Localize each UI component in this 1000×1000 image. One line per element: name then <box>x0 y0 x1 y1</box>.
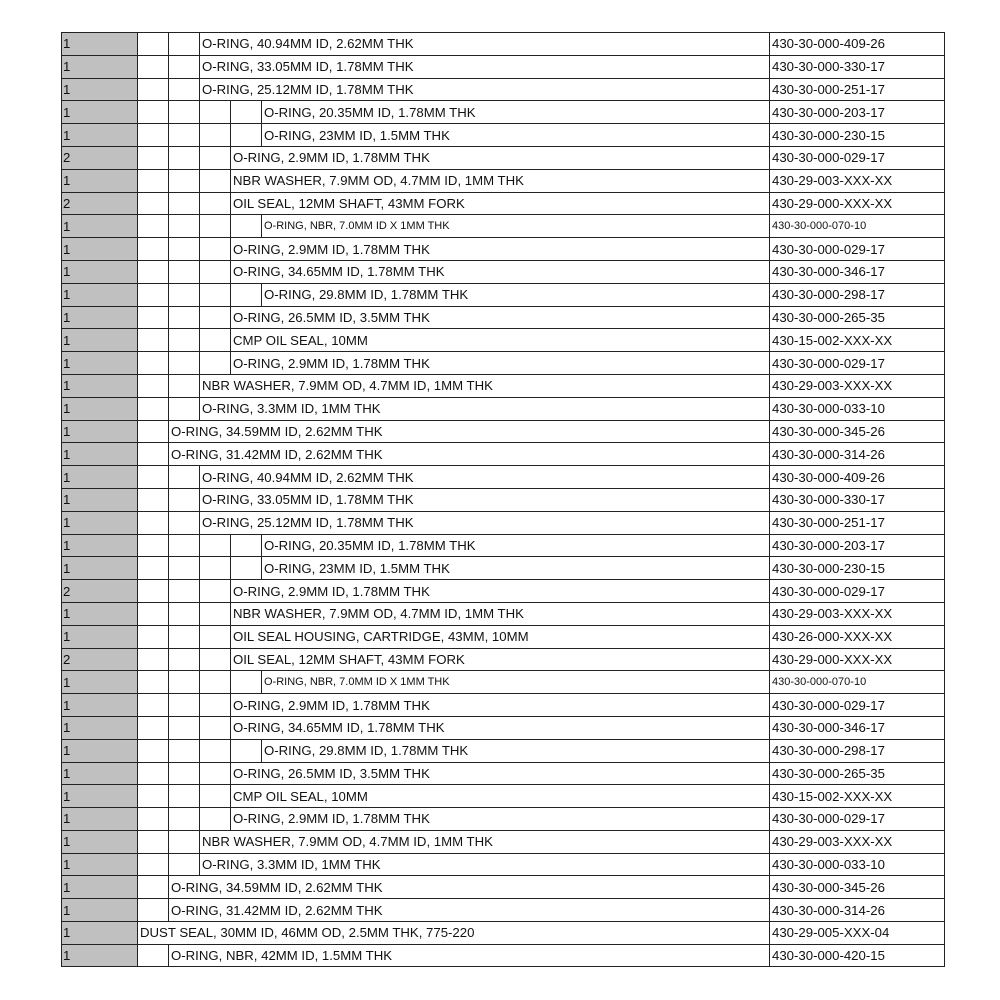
qty-cell[interactable]: 1 <box>61 626 137 648</box>
level-indent-cell[interactable] <box>199 193 230 215</box>
level-indent-cell[interactable] <box>137 56 168 78</box>
table-row <box>61 123 945 146</box>
level-indent-cell[interactable] <box>168 717 199 739</box>
level-indent-cell[interactable] <box>168 603 199 625</box>
level-indent-cell[interactable] <box>168 763 199 785</box>
level-indent-cell[interactable] <box>199 284 230 306</box>
description-cell[interactable]: O-RING, NBR, 42MM ID, 1.5MM THK <box>168 945 769 966</box>
part-number-cell[interactable]: 430-29-000-XXX-XX <box>769 649 945 671</box>
level-indent-cell[interactable] <box>137 831 168 853</box>
level-indent-cell[interactable] <box>137 694 168 716</box>
table-row <box>61 921 945 944</box>
description-cell[interactable]: O-RING, 2.9MM ID, 1.78MM THK <box>230 808 769 830</box>
level-indent-cell[interactable] <box>137 443 168 465</box>
qty-cell[interactable]: 1 <box>61 238 137 260</box>
table-row <box>61 465 945 488</box>
level-indent-cell[interactable] <box>168 466 199 488</box>
part-number-cell[interactable]: 430-30-000-265-35 <box>769 307 945 329</box>
description-cell[interactable]: O-RING, 2.9MM ID, 1.78MM THK <box>230 238 769 260</box>
table-row <box>61 602 945 625</box>
qty-cell[interactable]: 1 <box>61 215 137 237</box>
part-number-cell[interactable]: 430-30-000-230-15 <box>769 124 945 146</box>
table-row <box>61 944 945 967</box>
table-row <box>61 556 945 579</box>
table-row <box>61 78 945 101</box>
level-indent-cell[interactable] <box>168 101 199 123</box>
qty-cell[interactable]: 1 <box>61 79 137 101</box>
table-row <box>61 442 945 465</box>
level-indent-cell[interactable] <box>137 284 168 306</box>
description-cell[interactable]: O-RING, 2.9MM ID, 1.78MM THK <box>230 694 769 716</box>
level-indent-cell[interactable] <box>230 101 261 123</box>
level-indent-cell[interactable] <box>230 124 261 146</box>
description-cell[interactable]: O-RING, 31.42MM ID, 2.62MM THK <box>168 899 769 921</box>
level-indent-cell[interactable] <box>137 421 168 443</box>
part-number-cell[interactable]: 430-15-002-XXX-XX <box>769 329 945 351</box>
part-number-cell[interactable]: 430-29-003-XXX-XX <box>769 170 945 192</box>
description-cell[interactable]: O-RING, NBR, 7.0MM ID X 1MM THK <box>261 671 769 693</box>
description-cell[interactable]: CMP OIL SEAL, 10MM <box>230 785 769 807</box>
level-indent-cell[interactable] <box>199 785 230 807</box>
description-cell[interactable]: OIL SEAL HOUSING, CARTRIDGE, 43MM, 10MM <box>230 626 769 648</box>
description-cell[interactable]: O-RING, 25.12MM ID, 1.78MM THK <box>199 512 769 534</box>
level-indent-cell[interactable] <box>199 124 230 146</box>
description-cell[interactable]: DUST SEAL, 30MM ID, 46MM OD, 2.5MM THK, 775-220 <box>137 922 769 944</box>
part-number-cell[interactable]: 430-30-000-330-17 <box>769 56 945 78</box>
level-indent-cell[interactable] <box>137 671 168 693</box>
level-indent-cell[interactable] <box>168 33 199 55</box>
level-indent-cell[interactable] <box>168 352 199 374</box>
level-indent-cell[interactable] <box>137 808 168 830</box>
qty-cell[interactable]: 2 <box>61 649 137 671</box>
qty-cell[interactable]: 1 <box>61 284 137 306</box>
part-number-cell[interactable]: 430-29-003-XXX-XX <box>769 375 945 397</box>
level-indent-cell[interactable] <box>199 352 230 374</box>
description-cell[interactable]: NBR WASHER, 7.9MM OD, 4.7MM ID, 1MM THK <box>199 375 769 397</box>
part-number-cell[interactable]: 430-30-000-203-17 <box>769 101 945 123</box>
description-cell[interactable]: NBR WASHER, 7.9MM OD, 4.7MM ID, 1MM THK <box>230 170 769 192</box>
part-number-cell[interactable]: 430-30-000-298-17 <box>769 740 945 762</box>
part-number-cell[interactable]: 430-30-000-298-17 <box>769 284 945 306</box>
description-cell[interactable]: O-RING, 25.12MM ID, 1.78MM THK <box>199 79 769 101</box>
description-cell[interactable]: O-RING, 34.65MM ID, 1.78MM THK <box>230 717 769 739</box>
part-number-cell[interactable]: 430-30-000-203-17 <box>769 535 945 557</box>
level-indent-cell[interactable] <box>199 671 230 693</box>
level-indent-cell[interactable] <box>137 626 168 648</box>
description-cell[interactable]: O-RING, 40.94MM ID, 2.62MM THK <box>199 33 769 55</box>
part-number-cell[interactable]: 430-30-000-029-17 <box>769 352 945 374</box>
table-row <box>61 397 945 420</box>
part-number-cell[interactable]: 430-30-000-251-17 <box>769 512 945 534</box>
level-indent-cell[interactable] <box>168 512 199 534</box>
description-cell[interactable]: O-RING, 29.8MM ID, 1.78MM THK <box>261 284 769 306</box>
table-row <box>61 853 945 876</box>
qty-cell[interactable]: 1 <box>61 398 137 420</box>
part-number-cell[interactable]: 430-30-000-070-10 <box>769 671 945 693</box>
description-cell[interactable]: O-RING, 26.5MM ID, 3.5MM THK <box>230 763 769 785</box>
level-indent-cell[interactable] <box>199 215 230 237</box>
qty-cell[interactable]: 1 <box>61 329 137 351</box>
level-indent-cell[interactable] <box>230 671 261 693</box>
table-row <box>61 762 945 785</box>
qty-cell[interactable]: 1 <box>61 512 137 534</box>
level-indent-cell[interactable] <box>137 307 168 329</box>
level-indent-cell[interactable] <box>199 170 230 192</box>
level-indent-cell[interactable] <box>137 375 168 397</box>
level-indent-cell[interactable] <box>199 763 230 785</box>
table-row <box>61 420 945 443</box>
level-indent-cell[interactable] <box>199 147 230 169</box>
part-number-cell[interactable]: 430-29-005-XXX-04 <box>769 922 945 944</box>
qty-cell[interactable]: 1 <box>61 922 137 944</box>
table-row <box>61 534 945 557</box>
level-indent-cell[interactable] <box>137 79 168 101</box>
part-number-cell[interactable]: 430-30-000-251-17 <box>769 79 945 101</box>
qty-cell[interactable]: 1 <box>61 443 137 465</box>
qty-cell[interactable]: 2 <box>61 147 137 169</box>
part-number-cell[interactable]: 430-30-000-230-15 <box>769 557 945 579</box>
level-indent-cell[interactable] <box>230 557 261 579</box>
description-cell[interactable]: O-RING, 31.42MM ID, 2.62MM THK <box>168 443 769 465</box>
level-indent-cell[interactable] <box>137 147 168 169</box>
table-row <box>61 693 945 716</box>
level-indent-cell[interactable] <box>137 854 168 876</box>
description-cell[interactable]: O-RING, 34.59MM ID, 2.62MM THK <box>168 876 769 898</box>
qty-cell[interactable]: 1 <box>61 808 137 830</box>
qty-cell[interactable]: 1 <box>61 831 137 853</box>
description-cell[interactable]: O-RING, 2.9MM ID, 1.78MM THK <box>230 147 769 169</box>
part-number-cell[interactable]: 430-15-002-XXX-XX <box>769 785 945 807</box>
description-cell[interactable]: O-RING, 3.3MM ID, 1MM THK <box>199 398 769 420</box>
table-row <box>61 283 945 306</box>
level-indent-cell[interactable] <box>137 740 168 762</box>
qty-cell[interactable]: 1 <box>61 307 137 329</box>
table-row <box>61 100 945 123</box>
table-row <box>61 32 945 55</box>
part-number-cell[interactable]: 430-30-000-345-26 <box>769 876 945 898</box>
qty-cell[interactable]: 1 <box>61 375 137 397</box>
part-number-cell[interactable]: 430-30-000-070-10 <box>769 215 945 237</box>
level-indent-cell[interactable] <box>137 466 168 488</box>
table-row <box>61 648 945 671</box>
level-indent-cell[interactable] <box>137 899 168 921</box>
part-number-cell[interactable]: 430-30-000-345-26 <box>769 421 945 443</box>
part-number-cell[interactable]: 430-30-000-314-26 <box>769 443 945 465</box>
level-indent-cell[interactable] <box>137 238 168 260</box>
level-indent-cell[interactable] <box>137 352 168 374</box>
level-indent-cell[interactable] <box>137 717 168 739</box>
part-number-cell[interactable]: 430-30-000-029-17 <box>769 694 945 716</box>
qty-cell[interactable]: 1 <box>61 101 137 123</box>
description-cell[interactable]: O-RING, 2.9MM ID, 1.78MM THK <box>230 352 769 374</box>
qty-cell[interactable]: 1 <box>61 603 137 625</box>
level-indent-cell[interactable] <box>230 535 261 557</box>
table-row <box>61 830 945 853</box>
table-row <box>61 716 945 739</box>
level-indent-cell[interactable] <box>168 307 199 329</box>
level-indent-cell[interactable] <box>168 193 199 215</box>
table-row <box>61 739 945 762</box>
level-indent-cell[interactable] <box>168 626 199 648</box>
level-indent-cell[interactable] <box>137 649 168 671</box>
part-number-cell[interactable]: 430-30-000-029-17 <box>769 238 945 260</box>
level-indent-cell[interactable] <box>199 307 230 329</box>
level-indent-cell[interactable] <box>168 329 199 351</box>
description-cell[interactable]: O-RING, 20.35MM ID, 1.78MM THK <box>261 101 769 123</box>
level-indent-cell[interactable] <box>168 124 199 146</box>
level-indent-cell[interactable] <box>137 33 168 55</box>
description-cell[interactable]: O-RING, 23MM ID, 1.5MM THK <box>261 124 769 146</box>
level-indent-cell[interactable] <box>168 170 199 192</box>
table-row <box>61 328 945 351</box>
qty-cell[interactable]: 1 <box>61 170 137 192</box>
description-cell[interactable]: O-RING, 23MM ID, 1.5MM THK <box>261 557 769 579</box>
level-indent-cell[interactable] <box>168 808 199 830</box>
table-row <box>61 169 945 192</box>
table-row <box>61 306 945 329</box>
part-number-cell[interactable]: 430-30-000-029-17 <box>769 147 945 169</box>
level-indent-cell[interactable] <box>230 740 261 762</box>
level-indent-cell[interactable] <box>137 329 168 351</box>
description-cell[interactable]: O-RING, 20.35MM ID, 1.78MM THK <box>261 535 769 557</box>
level-indent-cell[interactable] <box>230 284 261 306</box>
description-cell[interactable]: O-RING, 29.8MM ID, 1.78MM THK <box>261 740 769 762</box>
qty-cell[interactable]: 1 <box>61 535 137 557</box>
part-number-cell[interactable]: 430-29-003-XXX-XX <box>769 603 945 625</box>
table-row <box>61 192 945 215</box>
part-number-cell[interactable]: 430-30-000-033-10 <box>769 854 945 876</box>
level-indent-cell[interactable] <box>137 215 168 237</box>
level-indent-cell[interactable] <box>137 535 168 557</box>
table-row <box>61 579 945 602</box>
level-indent-cell[interactable] <box>199 694 230 716</box>
level-indent-cell[interactable] <box>168 398 199 420</box>
level-indent-cell[interactable] <box>168 671 199 693</box>
qty-cell[interactable]: 2 <box>61 580 137 602</box>
level-indent-cell[interactable] <box>199 649 230 671</box>
description-cell[interactable]: O-RING, 3.3MM ID, 1MM THK <box>199 854 769 876</box>
description-cell[interactable]: O-RING, 34.59MM ID, 2.62MM THK <box>168 421 769 443</box>
table-row <box>61 55 945 78</box>
part-number-cell[interactable]: 430-30-000-033-10 <box>769 398 945 420</box>
level-indent-cell[interactable] <box>199 101 230 123</box>
level-indent-cell[interactable] <box>168 261 199 283</box>
qty-cell[interactable]: 1 <box>61 876 137 898</box>
level-indent-cell[interactable] <box>137 489 168 511</box>
level-indent-cell[interactable] <box>230 215 261 237</box>
description-cell[interactable]: O-RING, NBR, 7.0MM ID X 1MM THK <box>261 215 769 237</box>
part-number-cell[interactable]: 430-30-000-346-17 <box>769 261 945 283</box>
table-row <box>61 807 945 830</box>
level-indent-cell[interactable] <box>137 193 168 215</box>
level-indent-cell[interactable] <box>168 740 199 762</box>
qty-cell[interactable]: 1 <box>61 854 137 876</box>
level-indent-cell[interactable] <box>168 147 199 169</box>
description-cell[interactable]: OIL SEAL, 12MM SHAFT, 43MM FORK <box>230 649 769 671</box>
level-indent-cell[interactable] <box>137 398 168 420</box>
level-indent-cell[interactable] <box>137 603 168 625</box>
table-row <box>61 237 945 260</box>
level-indent-cell[interactable] <box>199 535 230 557</box>
level-indent-cell[interactable] <box>168 375 199 397</box>
description-cell[interactable]: O-RING, 40.94MM ID, 2.62MM THK <box>199 466 769 488</box>
level-indent-cell[interactable] <box>199 261 230 283</box>
qty-cell[interactable]: 1 <box>61 489 137 511</box>
qty-cell[interactable]: 1 <box>61 671 137 693</box>
table-row <box>61 214 945 237</box>
level-indent-cell[interactable] <box>168 580 199 602</box>
part-number-cell[interactable]: 430-26-000-XXX-XX <box>769 626 945 648</box>
level-indent-cell[interactable] <box>168 785 199 807</box>
level-indent-cell[interactable] <box>137 945 168 966</box>
part-number-cell[interactable]: 430-30-000-265-35 <box>769 763 945 785</box>
level-indent-cell[interactable] <box>199 238 230 260</box>
level-indent-cell[interactable] <box>168 557 199 579</box>
level-indent-cell[interactable] <box>168 831 199 853</box>
description-cell[interactable]: O-RING, 33.05MM ID, 1.78MM THK <box>199 489 769 511</box>
qty-cell[interactable]: 1 <box>61 261 137 283</box>
part-number-cell[interactable]: 430-30-000-330-17 <box>769 489 945 511</box>
part-number-cell[interactable]: 430-30-000-409-26 <box>769 33 945 55</box>
level-indent-cell[interactable] <box>199 808 230 830</box>
qty-cell[interactable]: 1 <box>61 421 137 443</box>
level-indent-cell[interactable] <box>199 557 230 579</box>
level-indent-cell[interactable] <box>137 124 168 146</box>
qty-cell[interactable]: 1 <box>61 352 137 374</box>
level-indent-cell[interactable] <box>168 238 199 260</box>
qty-cell[interactable]: 1 <box>61 945 137 966</box>
table-row <box>61 670 945 693</box>
table-row <box>61 625 945 648</box>
level-indent-cell[interactable] <box>168 284 199 306</box>
part-number-cell[interactable]: 430-29-003-XXX-XX <box>769 831 945 853</box>
level-indent-cell[interactable] <box>137 580 168 602</box>
level-indent-cell[interactable] <box>168 56 199 78</box>
table-row <box>61 511 945 534</box>
qty-cell[interactable]: 1 <box>61 124 137 146</box>
level-indent-cell[interactable] <box>137 170 168 192</box>
level-indent-cell[interactable] <box>168 215 199 237</box>
table-row <box>61 260 945 283</box>
level-indent-cell[interactable] <box>168 79 199 101</box>
level-indent-cell[interactable] <box>199 626 230 648</box>
part-number-cell[interactable]: 430-30-000-346-17 <box>769 717 945 739</box>
qty-cell[interactable]: 1 <box>61 694 137 716</box>
description-cell[interactable]: O-RING, 2.9MM ID, 1.78MM THK <box>230 580 769 602</box>
part-number-cell[interactable]: 430-30-000-314-26 <box>769 899 945 921</box>
qty-cell[interactable]: 1 <box>61 466 137 488</box>
level-indent-cell[interactable] <box>137 261 168 283</box>
table-row <box>61 488 945 511</box>
description-cell[interactable]: CMP OIL SEAL, 10MM <box>230 329 769 351</box>
table-row <box>61 898 945 921</box>
table-row <box>61 351 945 374</box>
level-indent-cell[interactable] <box>199 740 230 762</box>
description-cell[interactable]: OIL SEAL, 12MM SHAFT, 43MM FORK <box>230 193 769 215</box>
qty-cell[interactable]: 1 <box>61 899 137 921</box>
level-indent-cell[interactable] <box>137 763 168 785</box>
qty-cell[interactable]: 1 <box>61 557 137 579</box>
description-cell[interactable]: NBR WASHER, 7.9MM OD, 4.7MM ID, 1MM THK <box>199 831 769 853</box>
level-indent-cell[interactable] <box>199 580 230 602</box>
level-indent-cell[interactable] <box>199 603 230 625</box>
level-indent-cell[interactable] <box>137 785 168 807</box>
level-indent-cell[interactable] <box>137 557 168 579</box>
table-row <box>61 146 945 169</box>
table-row <box>61 875 945 898</box>
part-number-cell[interactable]: 430-30-000-029-17 <box>769 808 945 830</box>
level-indent-cell[interactable] <box>199 329 230 351</box>
table-row <box>61 374 945 397</box>
description-cell[interactable]: O-RING, 33.05MM ID, 1.78MM THK <box>199 56 769 78</box>
level-indent-cell[interactable] <box>168 489 199 511</box>
level-indent-cell[interactable] <box>168 854 199 876</box>
qty-cell[interactable]: 1 <box>61 740 137 762</box>
level-indent-cell[interactable] <box>137 101 168 123</box>
qty-cell[interactable]: 1 <box>61 785 137 807</box>
table-row <box>61 784 945 807</box>
qty-cell[interactable]: 1 <box>61 56 137 78</box>
description-cell[interactable]: O-RING, 34.65MM ID, 1.78MM THK <box>230 261 769 283</box>
description-cell[interactable]: NBR WASHER, 7.9MM OD, 4.7MM ID, 1MM THK <box>230 603 769 625</box>
parts-table <box>61 32 945 967</box>
level-indent-cell[interactable] <box>168 649 199 671</box>
level-indent-cell[interactable] <box>199 717 230 739</box>
part-number-cell[interactable]: 430-30-000-420-15 <box>769 945 945 966</box>
qty-cell[interactable]: 1 <box>61 763 137 785</box>
qty-cell[interactable]: 1 <box>61 33 137 55</box>
level-indent-cell[interactable] <box>168 694 199 716</box>
level-indent-cell[interactable] <box>137 876 168 898</box>
level-indent-cell[interactable] <box>137 512 168 534</box>
part-number-cell[interactable]: 430-30-000-409-26 <box>769 466 945 488</box>
description-cell[interactable]: O-RING, 26.5MM ID, 3.5MM THK <box>230 307 769 329</box>
part-number-cell[interactable]: 430-29-000-XXX-XX <box>769 193 945 215</box>
qty-cell[interactable]: 2 <box>61 193 137 215</box>
qty-cell[interactable]: 1 <box>61 717 137 739</box>
level-indent-cell[interactable] <box>168 535 199 557</box>
part-number-cell[interactable]: 430-30-000-029-17 <box>769 580 945 602</box>
